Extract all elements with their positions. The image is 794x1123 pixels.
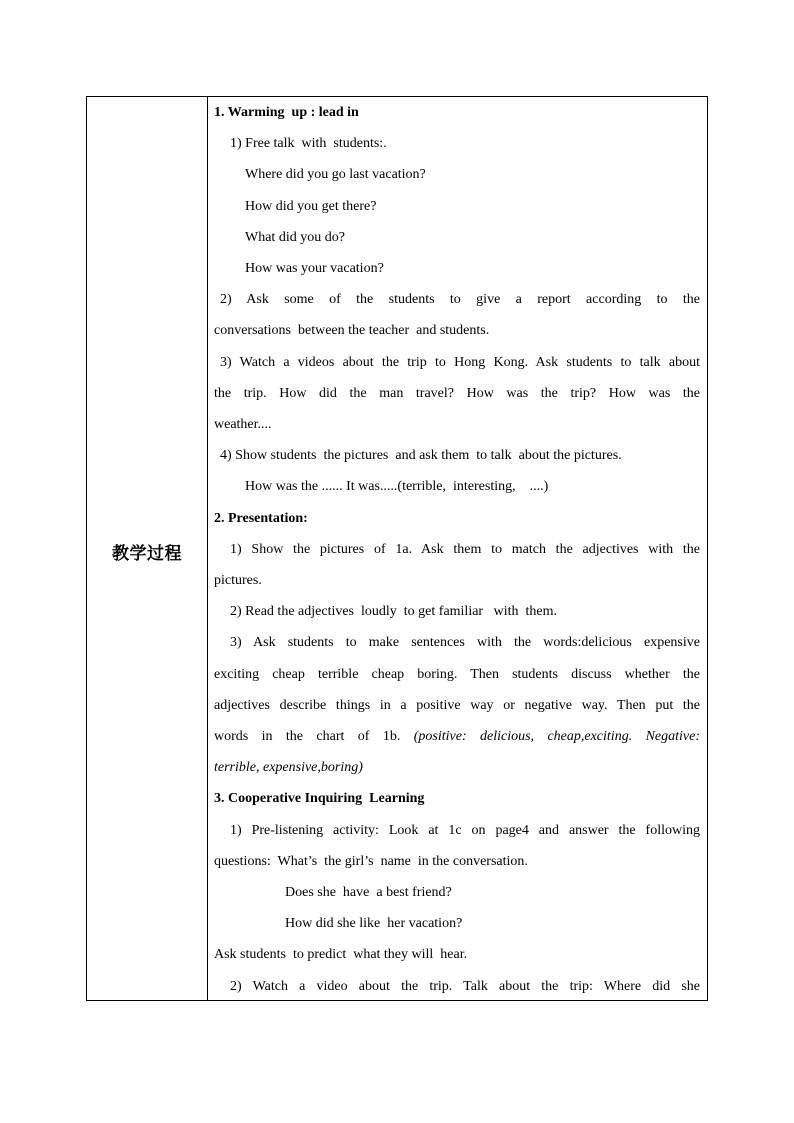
heading-presentation: 2. Presentation: <box>214 511 308 526</box>
text-line: Does she have a best friend? <box>285 885 452 900</box>
text-line: Where did you go last vacation? <box>245 167 426 182</box>
heading-warming-up: 1. Warming up : lead in <box>214 105 359 120</box>
text-line: How was the ...... It was.....(terrible, interesting, ....) <box>245 479 549 494</box>
text-line: 2) Ask some of the students to give a report according to the <box>220 292 700 307</box>
text-line: questions: What’s the girl’s name in the conversation. <box>214 854 528 869</box>
italic-note: (positive: delicious, cheap,exciting. Negative: <box>413 729 701 744</box>
italic-note: terrible, expensive,boring) <box>214 760 363 775</box>
text-line: the trip. How did the man travel? How was the trip? How was the <box>214 386 700 401</box>
text-line: adjectives describe things in a positive way or negative way. Then put the <box>214 698 700 713</box>
text-line: How was your vacation? <box>245 261 384 276</box>
text-line: conversations between the teacher and students. <box>214 323 490 338</box>
section-label: 教学过程 <box>112 544 182 564</box>
text-line: 2) Read the adjectives loudly to get familiar with them. <box>230 604 557 619</box>
lesson-table <box>86 96 708 1001</box>
text-line: 1) Show the pictures of 1a. Ask them to match the adjectives with the <box>230 542 700 557</box>
text-line: 1) Free talk with students:. <box>230 136 387 151</box>
text-line: 3) Ask students to make sentences with the words:delicious expensive <box>230 635 700 650</box>
text-line <box>214 729 700 745</box>
text-line: How did you get there? <box>245 199 377 214</box>
text-fragment: words in the chart of 1b. <box>214 729 401 744</box>
content-cell <box>208 97 707 1000</box>
text-line: 4) Show students the pictures and ask them to talk about the pictures. <box>220 448 622 463</box>
text-line: What did you do? <box>245 230 345 245</box>
text-line: pictures. <box>214 573 262 588</box>
label-cell <box>87 97 208 1000</box>
text-line: 1) Pre-listening activity: Look at 1c on page4 and answer the following <box>230 823 700 838</box>
text-line: How did she like her vacation? <box>285 916 463 931</box>
heading-cooperative-learning: 3. Cooperative Inquiring Learning <box>214 791 425 806</box>
text-line: Ask students to predict what they will hear. <box>214 947 468 962</box>
text-line: 3) Watch a videos about the trip to Hong Kong. Ask students to talk about <box>220 355 700 370</box>
text-line: exciting cheap terrible cheap boring. Then students discuss whether the <box>214 667 700 682</box>
text-line: 2) Watch a video about the trip. Talk about the trip: Where did she <box>230 979 700 994</box>
text-line: weather.... <box>214 417 272 432</box>
